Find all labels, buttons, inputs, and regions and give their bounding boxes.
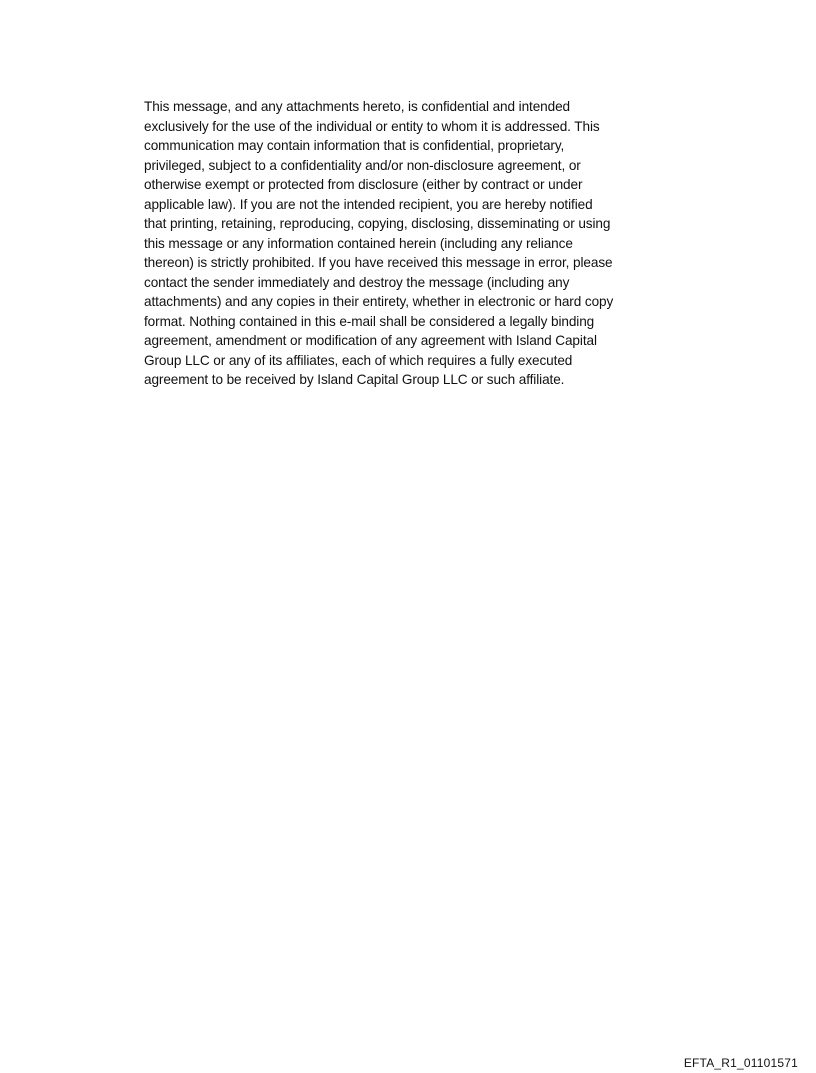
disclaimer-line: Group LLC or any of its affiliates, each of which requires a fully executed [144, 352, 573, 368]
disclaimer-line: This message, and any attachments hereto, is confidential and intended [144, 99, 571, 114]
disclaimer-line: otherwise exempt or protected from disclosure (either by contract or under [144, 177, 583, 192]
disclaimer-line: applicable law). If you are not the intended recipient, you are hereby notified [144, 196, 593, 212]
disclaimer-line: exclusively for the use of the individual or entity to whom it is addressed. This [144, 118, 600, 134]
disclaimer-line: agreement to be received by Island Capital Group LLC or such affiliate. [144, 372, 565, 387]
disclaimer-line: that printing, retaining, reproducing, copying, disclosing, disseminating or using [144, 216, 611, 231]
disclaimer-line: thereon) is strictly prohibited. If you have received this message in error, please [144, 255, 613, 270]
disclaimer-line: this message or any information contained herein (including any reliance [144, 235, 573, 251]
document-id-footer: EFTA_R1_01101571 [683, 1056, 798, 1070]
disclaimer-line: contact the sender immediately and destroy the message (including any [144, 274, 570, 290]
disclaimer-line: attachments) and any copies in their entirety, whether in electronic or hard copy [144, 294, 614, 309]
disclaimer-line: privileged, subject to a confidentiality and/or non-disclosure agreement, or [144, 157, 581, 173]
disclaimer-line: agreement, amendment or modification of any agreement with Island Capital [144, 333, 597, 348]
disclaimer-line: format. Nothing contained in this e-mail shall be considered a legally binding [144, 313, 595, 329]
confidentiality-disclaimer [144, 97, 684, 390]
disclaimer-line: communication may contain information that is confidential, proprietary, [144, 138, 565, 153]
